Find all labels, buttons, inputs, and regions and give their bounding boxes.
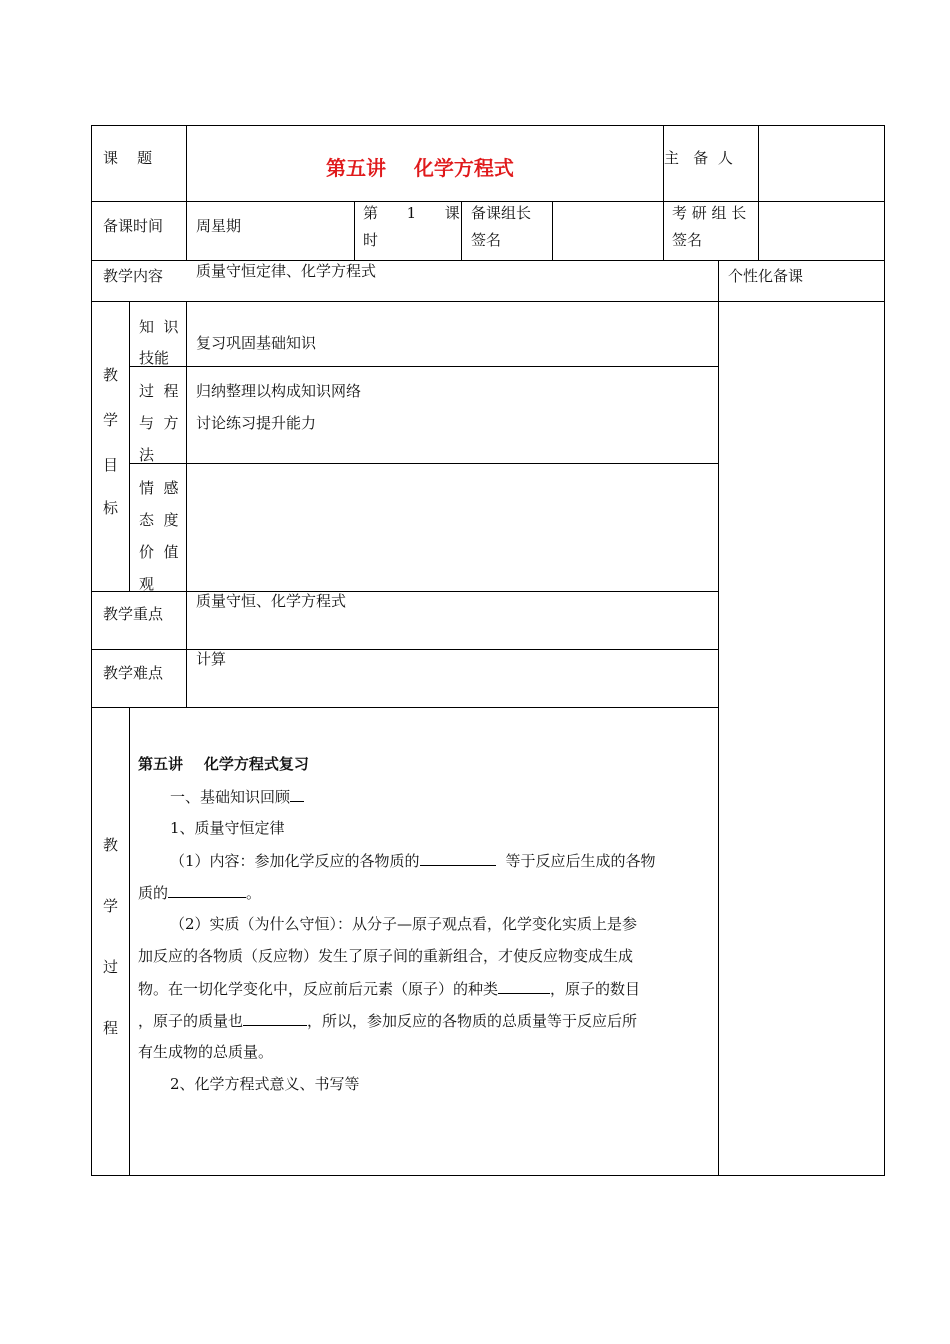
answer-blank — [420, 850, 496, 866]
section-heading — [170, 786, 304, 807]
knowledge-label-line1: 知 识 — [139, 318, 179, 336]
paragraph-text: （1）内容：参加化学反应的各物质的 — [170, 852, 420, 870]
process-method-value-line2: 讨论练习提升能力 — [196, 414, 317, 432]
research-leader-sign-line1: 考 研 组 长 — [672, 204, 747, 222]
process-label-char: 教 — [103, 836, 119, 854]
topic-label: 课 题 — [103, 149, 153, 167]
col-divider — [129, 707, 130, 1176]
process-method-label-line2: 与 方 — [139, 414, 179, 432]
col-divider — [718, 260, 719, 1176]
process-method-label-line1: 过 程 — [139, 382, 179, 400]
col-divider — [461, 201, 462, 260]
knowledge-label-line2: 技能 — [139, 349, 170, 367]
difficulties-label: 教学难点 — [103, 664, 164, 682]
table-border-right — [884, 125, 885, 1176]
paragraph-line — [138, 882, 261, 903]
prep-time-value: 周星期 — [196, 217, 242, 235]
process-method-label-line3: 法 — [139, 446, 155, 464]
col-divider — [552, 201, 553, 260]
paragraph-line — [170, 850, 656, 871]
process-label-char: 学 — [103, 897, 119, 915]
paragraph-text: ，原子的数目 — [550, 980, 641, 998]
paragraph-text: 等于反应后生成的各物 — [505, 852, 656, 870]
row-divider — [129, 463, 718, 464]
row-divider — [129, 366, 718, 367]
process-label-char: 程 — [103, 1019, 119, 1037]
table-border-top — [91, 125, 885, 126]
prep-time-label: 备课时间 — [103, 217, 164, 235]
row-divider — [91, 707, 718, 708]
knowledge-value: 复习巩固基础知识 — [196, 334, 317, 352]
personal-prep-label: 个性化备课 — [728, 267, 804, 285]
section-heading-text: 一、基础知识回顾 — [170, 788, 291, 806]
col-divider — [354, 201, 355, 260]
answer-blank — [243, 1010, 307, 1026]
goals-label-char: 学 — [103, 411, 119, 429]
paragraph-line: （2）实质（为什么守恒）：从分子—原子观点看，化学变化实质上是参 — [170, 915, 638, 933]
group-leader-sign-line2: 签名 — [471, 231, 502, 249]
paragraph-text: 质的 — [138, 884, 169, 902]
col-divider — [758, 125, 759, 260]
item-heading: 2、化学方程式意义、书写等 — [170, 1075, 360, 1093]
difficulties-value: 计算 — [196, 650, 227, 668]
paragraph-line: 加反应的各物质（反应物）发生了原子间的重新组合，才使反应物变成生成 — [138, 947, 634, 965]
row-divider — [91, 201, 885, 202]
research-leader-sign-line2: 签名 — [672, 231, 703, 249]
paragraph-text: ，原子的质量也 — [138, 1012, 244, 1030]
col-divider — [186, 301, 187, 707]
process-method-value-line1: 归纳整理以构成知识网络 — [196, 382, 362, 400]
answer-blank — [498, 978, 550, 994]
item-heading: 1、质量守恒定律 — [170, 819, 285, 837]
process-heading: 第五讲 化学方程式复习 — [138, 755, 309, 773]
emotion-label-line1: 情 感 — [139, 479, 179, 497]
paragraph-text: ，所以，参加反应的各物质的总质量等于反应后所 — [307, 1012, 638, 1030]
content-value: 质量守恒定律、化学方程式 — [196, 262, 377, 280]
key-points-value: 质量守恒、化学方程式 — [196, 592, 347, 610]
col-divider — [129, 301, 130, 591]
key-points-label: 教学重点 — [103, 605, 164, 623]
paragraph-text: 。 — [246, 884, 262, 902]
emotion-label-line3: 价 值 — [139, 543, 179, 561]
emotion-label-line2: 态 度 — [139, 511, 179, 529]
goals-label-char: 标 — [103, 499, 119, 517]
paragraph-line — [138, 978, 640, 999]
answer-blank — [168, 882, 246, 898]
emotion-label-line4: 观 — [139, 575, 155, 593]
paragraph-text: 物。在一切化学变化中，反应前后元素（原子）的种类 — [138, 980, 499, 998]
lesson-number-line2: 时 — [363, 231, 379, 249]
table-border-bottom — [91, 1175, 885, 1176]
group-leader-sign-line1: 备课组长 — [471, 204, 532, 222]
goals-label-char: 目 — [103, 456, 119, 474]
process-label-char: 过 — [103, 958, 119, 976]
answer-blank — [290, 786, 304, 802]
table-border-left — [91, 125, 92, 1176]
col-divider — [663, 125, 664, 260]
paragraph-line — [138, 1010, 637, 1031]
content-label: 教学内容 — [103, 267, 164, 285]
preparer-label: 主 备 人 — [664, 149, 733, 167]
col-divider — [186, 125, 187, 260]
lesson-number-line1: 第 1 课 — [363, 204, 460, 222]
goals-label-char: 教 — [103, 366, 119, 384]
paragraph-line: 有生成物的总质量。 — [138, 1043, 274, 1061]
row-divider — [91, 301, 885, 302]
lesson-title: 第五讲 化学方程式 — [326, 156, 514, 180]
